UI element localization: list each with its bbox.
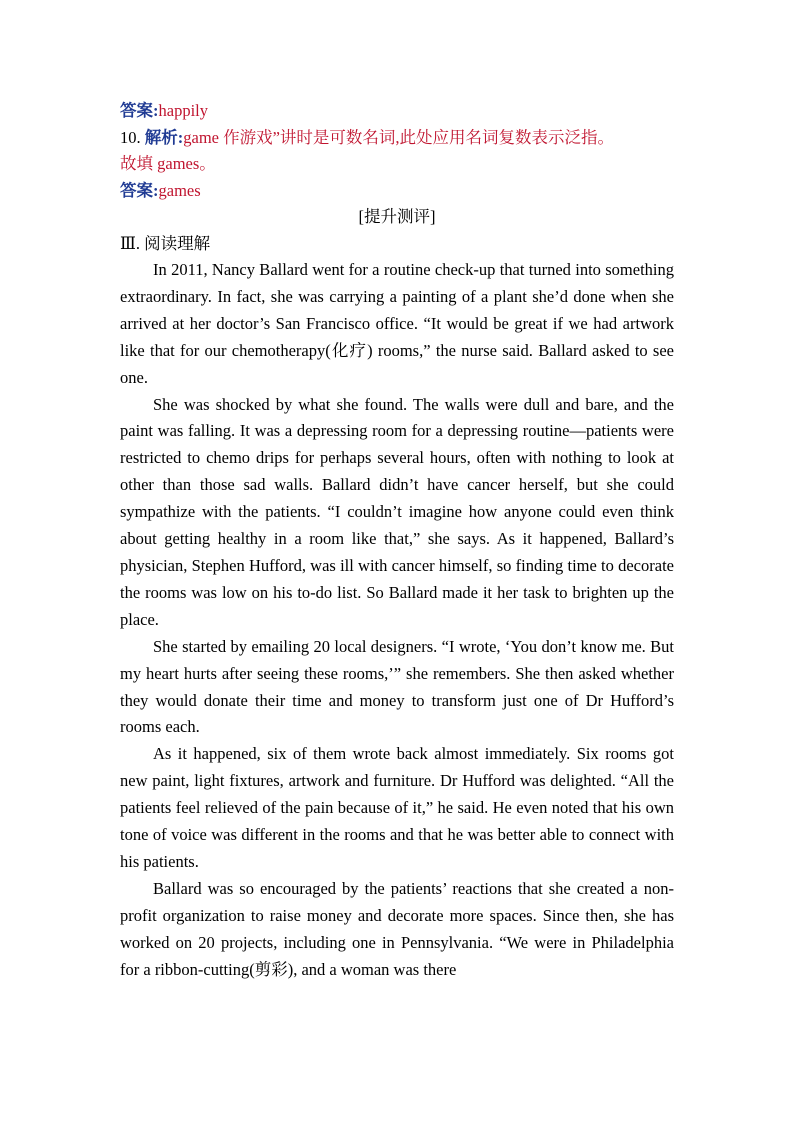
passage-paragraph-2: She was shocked by what she found. The walls were dull and bare, and the paint was falling. It was a depressing room for a depressing routine—patients were restricted to chemo drips for perhaps several hours, often with nothing to look at other than those sad walls. Ballard didn’t have cancer herself, but she could sympathize with the patients. “I couldn’t imagine how anyone could even think about getting healthy in a room like that,” she says. As it happened, Ballard’s physician, Stephen Hufford, was ill with cancer himself, so finding time to decorate the rooms was low on his to-do list. So Ballard made it her task to brighten up the place.: [120, 394, 674, 629]
explanation-text: game 作游戏”讲时是可数名词,此处应用名词复数表示泛指。: [183, 127, 615, 147]
document-page: [120, 98, 674, 983]
passage-paragraph-1: In 2011, Nancy Ballard went for a routine check-up that turned into something extraordinary. In fact, she was carrying a painting of a plant she’d done when she arrived at her doctor’s San Francisco office. “It would be great if we had artwork like that for our chemotherapy(化疗) rooms,” the nurse said. Ballard asked to see one.: [120, 260, 674, 387]
question-10-explanation-cont: [120, 151, 674, 178]
answer-value: happily: [158, 101, 208, 120]
question-10-explanation: [120, 125, 674, 152]
answer-10-line: [120, 178, 674, 205]
answer-9-line: [120, 98, 674, 125]
answer-label: 答案:: [120, 101, 159, 120]
explanation-label: 解析:: [144, 127, 184, 147]
passage-paragraph-4: As it happened, six of them wrote back almost immediately. Six rooms got new paint, light fixtures, artwork and furniture. Dr Hufford was delighted. “All the patients feel relieved of the pain because of it,” he said. He even noted that his own tone of voice was different in the rooms and that he was better able to connect with his patients.: [120, 744, 674, 871]
answer-label: 答案:: [120, 180, 159, 200]
section-title: [提升测评]: [358, 207, 436, 226]
question-number: 10.: [120, 127, 141, 147]
answer-value: games: [158, 180, 201, 200]
section-heading: Ⅲ. 阅读理解: [120, 233, 211, 253]
explanation-text-cont: 故填 games。: [120, 154, 216, 173]
passage-paragraph-5: Ballard was so encouraged by the patients’ reactions that she created a non-profit organization to raise money and decorate more spaces. Since then, she has worked on 20 projects, including one in Pennsylvania. “We were in Philadelphia for a ribbon-cutting(剪彩), and a woman was there: [120, 878, 674, 979]
passage-paragraph-3: She started by emailing 20 local designers. “I wrote, ‘You don’t know me. But my heart hurts after seeing these rooms,’” she remembers. She then asked whether they would donate their time and money to transform just one of Dr Hufford’s rooms each.: [120, 636, 674, 737]
